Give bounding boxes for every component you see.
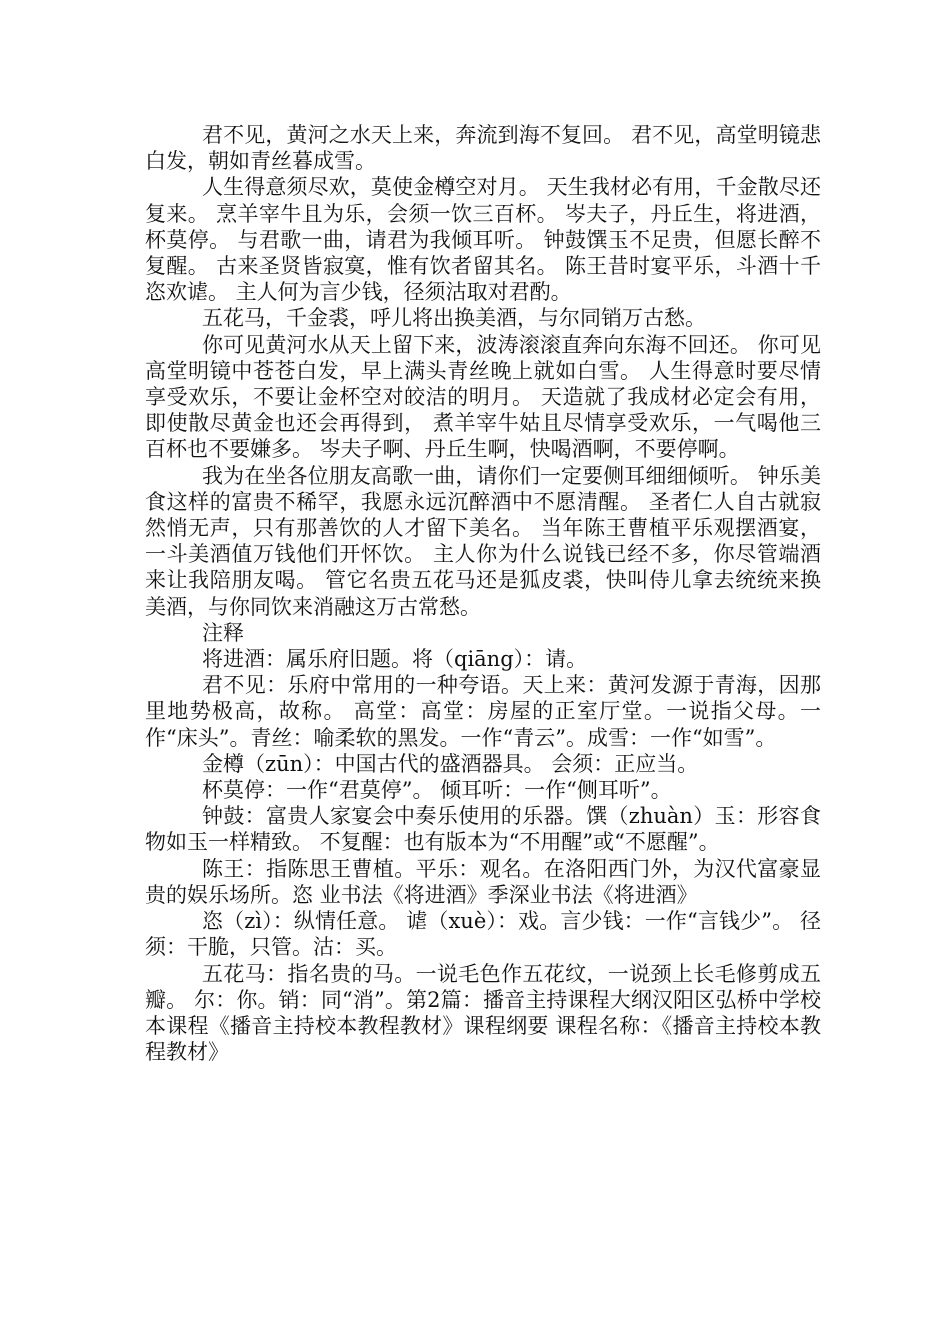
note-paragraph-8: 五花马：指名贵的马。一说毛色作五花纹，一说颈上长毛修剪成五瓣。 尔：你。销：同“消”。第2篇：播音主持课程大纲汉阳区弘桥中学校本课程《播音主持校本教程教材》课程纲要 课程名称：《播音主持校本教程教材》 [145, 961, 821, 1065]
note-paragraph-5: 钟鼓：富贵人家宴会中奏乐使用的乐器。馔（zhuàn）玉：形容食物如玉一样精致。 不复醒：也有版本为“不用醒”或“不愿醒”。 [145, 804, 821, 855]
translation-paragraph-1: 你可见黄河水从天上留下来，波涛滚滚直奔向东海不回还。 你可见高堂明镜中苍苍白发，早上满头青丝晚上就如白雪。 人生得意时要尽情享受欢乐，不要让金杯空对皎洁的明月。 天造就了我成材必定会有用，即使散尽黄金也还会再得到， 煮羊宰牛姑且尽情享受欢乐，一气喝他三百杯也不要嫌多。 岑夫子啊、丹丘生啊，快喝酒啊，不要停啊。 [145, 332, 821, 462]
notes-heading: 注释 [202, 620, 244, 645]
translation-paragraph-2: 我为在坐各位朋友高歌一曲，请你们一定要侧耳细细倾听。 钟乐美食这样的富贵不稀罕，我愿永远沉醉酒中不愿清醒。 圣者仁人自古就寂然悄无声，只有那善饮的人才留下美名。 当年陈王曹植平乐观摆酒宴，一斗美酒值万钱他们开怀饮。 主人你为什么说钱已经不多，你尽管端酒来让我陪朋友喝。 管它名贵五花马还是狐皮裘，快叫侍儿拿去统统来换美酒，与你同饮来消融这万古常愁。 [145, 463, 821, 619]
note-paragraph-1: 将进酒：属乐府旧题。将（qiāng）：请。 [202, 647, 588, 672]
document-body [145, 122, 821, 1065]
note-paragraph-3: 金樽（zūn）：中国古代的盛酒器具。 会须：正应当。 [202, 751, 699, 776]
note-paragraph-6: 陈王：指陈思王曹植。平乐：观名。在洛阳西门外，为汉代富豪显贵的娱乐场所。恣 业书法《将进酒》季深业书法《将进酒》 [145, 856, 821, 907]
poem-paragraph-3: 五花马，千金裘，呼儿将出换美酒，与尔同销万古愁。 [202, 306, 706, 331]
note-paragraph-4: 杯莫停：一作“君莫停”。 倾耳听：一作“侧耳听”。 [202, 778, 672, 803]
poem-paragraph-2: 人生得意须尽欢，莫使金樽空对月。 天生我材必有用，千金散尽还复来。 烹羊宰牛且为乐，会须一饮三百杯。 岑夫子，丹丘生，将进酒，杯莫停。 与君歌一曲，请君为我倾耳听。 钟鼓馔玉不足贵，但愿长醉不复醒。 古来圣贤皆寂寞，惟有饮者留其名。 陈王昔时宴平乐，斗酒十千恣欢谑。 主人何为言少钱，径须沽取对君酌。 [145, 175, 821, 305]
note-paragraph-7: 恣（zì）：纵情任意。 谑（xuè）：戏。言少钱：一作“言钱少”。 径须：干脆，只管。沽：买。 [145, 909, 821, 960]
poem-paragraph-1: 君不见，黄河之水天上来，奔流到海不复回。 君不见，高堂明镜悲白发，朝如青丝暮成雪。 [145, 123, 821, 174]
note-paragraph-2: 君不见：乐府中常用的一种夸语。天上来：黄河发源于青海，因那里地势极高，故称。 高堂：高堂：房屋的正室厅堂。一说指父母。一作“床头”。青丝：喻柔软的黑发。一作“青云”。成雪：一作“如雪”。 [145, 673, 821, 750]
